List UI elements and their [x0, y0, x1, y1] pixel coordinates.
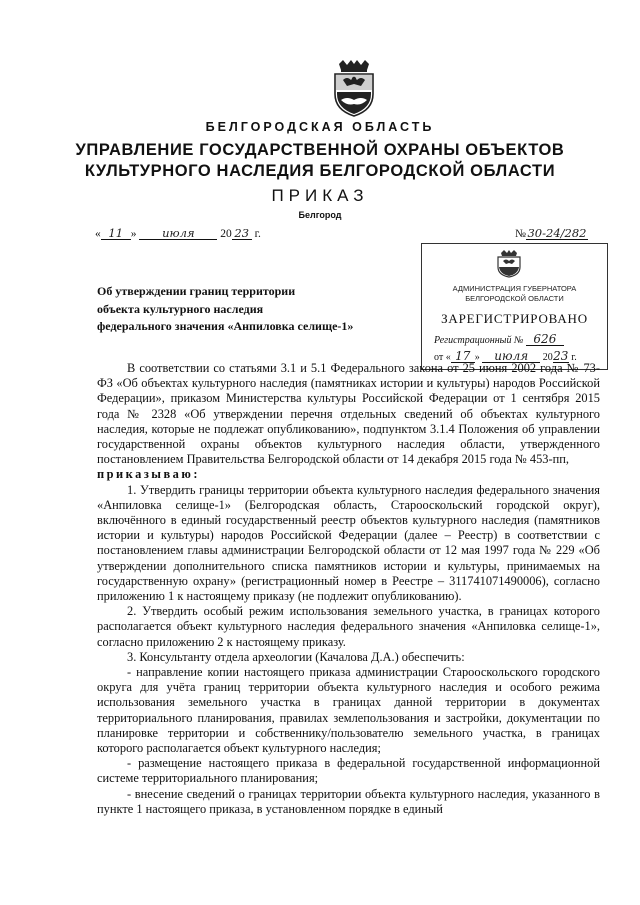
date-day: 11 — [101, 227, 131, 240]
item-1-paragraph: 1. Утвердить границы территории объекта культурного наследия федерального значения «Анпиловка селище-1» (Белгородская область, Старооскольский городской округ), включённого в единый государственный реестр объектов культурного наследия (памятников истории и культуры) народов Российской Федерации (далее – Реестр) в соответствии с постановлением главы администрации Белгородской области от 12 мая 1997 года № 229 «Об утверждении дополнительного списка памятников истории и культуры, принимаемых на государственную охрану» (регистрационный номер в Реестре – 311741071490006), согласно приложению 1 к настоящему приказу (не подлежит опубликованию). — [97, 482, 600, 604]
stamp-authority-line2: БЕЛГОРОДСКОЙ ОБЛАСТИ — [465, 294, 564, 303]
subject-line: Об утверждении границ территории — [97, 284, 296, 298]
date-year-suffix: 23 — [232, 227, 252, 240]
date-year-mark: г. — [254, 228, 261, 240]
stamp-date-from: от « — [434, 352, 451, 363]
item-3-paragraph: 3. Консультанту отдела археологии (Качалова Д.А.) обеспечить: — [127, 649, 465, 664]
item-2-paragraph: 2. Утвердить особый режим использования земельного участка, в границах которого располагается объект культурного наследия федерального значения «Анпиловка селище-1», согласно приложению 2 к настоящему приказу. — [97, 604, 600, 649]
department-name-line2: КУЛЬТУРНОГО НАСЛЕДИЯ БЕЛГОРОДСКОЙ ОБЛАСТИ — [84, 162, 556, 180]
stamp-registered-label: ЗАРЕГИСТРИРОВАНО — [441, 311, 588, 326]
order-number: 30-24/282 — [527, 226, 587, 240]
stamp-date-year-mark: г. — [571, 352, 577, 363]
number-label: № — [515, 228, 526, 240]
order-date-field — [95, 227, 261, 240]
stamp-emblem-icon — [494, 250, 524, 278]
document-type-title: ПРИКАЗ — [271, 186, 369, 205]
command-word: приказываю: — [97, 467, 200, 482]
coat-of-arms-emblem — [331, 60, 377, 118]
stamp-date-year-prefix: 20 — [542, 352, 553, 363]
city-name: Белгород — [298, 210, 342, 220]
stamp-authority-line1: АДМИНИСТРАЦИЯ ГУБЕРНАТОРА — [452, 284, 577, 293]
order-number-field — [515, 227, 588, 240]
date-month: июля — [139, 227, 217, 240]
subject-line: объекта культурного наследия — [97, 301, 264, 316]
subject-line: федерального значения «Анпиловка селище-1» — [97, 319, 354, 333]
stamp-date-month: июля — [482, 350, 540, 363]
order-body — [97, 361, 600, 817]
date-close-quote: » — [130, 228, 137, 240]
department-name-line1: УПРАВЛЕНИЕ ГОСУДАРСТВЕННОЙ ОХРАНЫ ОБЪЕКТОВ — [75, 141, 565, 159]
stamp-reg-label: Регистрационный № — [434, 335, 524, 346]
region-name: БЕЛГОРОДСКАЯ ОБЛАСТЬ — [205, 120, 435, 134]
item-3-subitem-a: - направление копии настоящего приказа администрации Старооскольского городского округа для учёта границ территории объекта культурного наследия и особого режима использования земельного участка в границах данной территории в документах территориального планирования, правилах землепользования и застройки, документации по планировке территории и собственнику/пользователю земельного участка, в границах которого располагается объект культурного наследия; — [97, 665, 600, 756]
stamp-date-year-suffix: 23 — [553, 349, 569, 363]
preamble-paragraph: В соответствии со статьями 3.1 и 5.1 Федерального закона от 25 июня 2002 года № 73-ФЗ «Об объектах культурного наследия (памятниках истории и культуры) народов Российской Федерации», приказом Министерства культуры Российской Федерации от 1 сентября 2015 года № 2328 «Об утверждении перечня отдельных сведений об объектах культурного наследия, которые не подлежат опубликованию», подпунктом 3.1.4 Положения об управлении государственной охраны объектов культурного наследия области, утвержденного постановлением Правительства Белгородской области от 14 декабря 2015 года № 453-пп, — [97, 361, 600, 467]
stamp-reg-number-row — [434, 333, 564, 346]
stamp-date-close: » — [474, 352, 480, 363]
order-subject — [97, 283, 353, 336]
date-open-quote: « — [95, 228, 101, 240]
item-3-subitem-c: - внесение сведений о границах территории объекта культурного наследия, указанного в пункте 1 настоящего приказа, в установленном порядке в единый — [97, 786, 600, 816]
item-3-subitem-b: - размещение настоящего приказа в федеральной государственной информационной системе территориального планирования; — [97, 756, 600, 786]
registration-stamp — [421, 243, 608, 370]
date-year-prefix: 20 — [220, 228, 232, 240]
stamp-reg-number: 626 — [526, 333, 564, 346]
stamp-date-day: 17 — [451, 350, 475, 363]
